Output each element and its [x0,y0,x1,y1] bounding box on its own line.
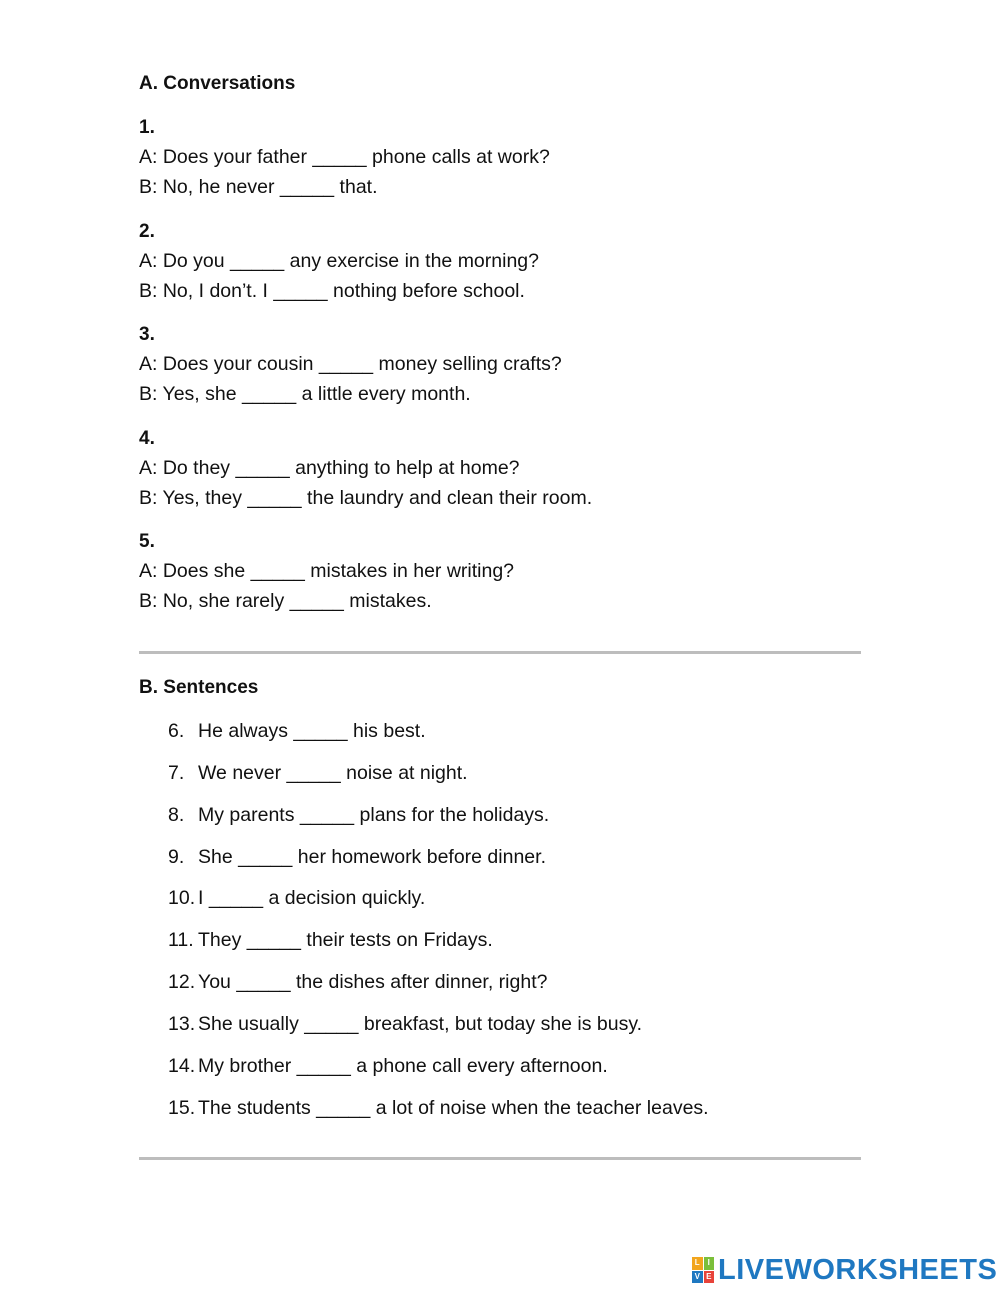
conversation-line-a: A: Do you _____ any exercise in the morning? [139,250,539,272]
conversation-number: 1. [139,117,155,138]
sentence-number: 14. [168,1055,196,1077]
sentence-item [168,1097,709,1120]
conversation-line-b: B: Yes, she _____ a little every month. [139,383,471,405]
sentence-text: She usually _____ breakfast, but today she is busy. [198,1013,643,1035]
logo-badge-letter: L [692,1257,703,1270]
liveworksheets-logo [692,1255,997,1285]
conversation-line-a: A: Does she _____ mistakes in her writing? [139,560,515,582]
conversation-number: 4. [139,428,155,449]
conversation-number: 5. [139,531,155,552]
conversation-line-a: A: Do they _____ anything to help at home? [139,457,520,479]
sentence-text: The students _____ a lot of noise when the teacher leaves. [198,1097,709,1119]
sentence-item [168,887,425,910]
logo-badge-letter: I [704,1257,715,1270]
sentence-number: 13. [168,1013,196,1035]
logo-badge-icon [692,1257,714,1283]
sentence-text: You _____ the dishes after dinner, right? [198,971,548,993]
conversation-number: 2. [139,221,155,242]
sentence-text: They _____ their tests on Fridays. [198,929,493,951]
sentence-text: We never _____ noise at night. [198,762,468,784]
sentence-item [168,971,547,994]
conversation-line-a: A: Does your father _____ phone calls at work? [139,146,550,168]
sentence-number: 10. [168,887,196,909]
sentence-number: 7. [168,762,185,784]
logo-badge-letter: V [692,1271,703,1284]
sentence-item [168,1055,608,1078]
conversation-line-a: A: Does your cousin _____ money selling crafts? [139,353,562,375]
logo-text: LIVEWORKSHEETS [718,1253,998,1286]
section-divider [139,651,861,654]
sentence-item [168,1013,642,1036]
sentence-item [168,846,546,869]
sentence-text: I _____ a decision quickly. [198,887,426,909]
sentence-text: My parents _____ plans for the holidays. [198,804,550,826]
sentence-item [168,720,426,743]
section-a-title: A. Conversations [139,73,296,94]
sentence-text: She _____ her homework before dinner. [198,846,546,868]
sentence-number: 11. [168,929,194,951]
conversation-line-b: B: No, I don’t. I _____ nothing before school. [139,280,525,302]
conversation-number: 3. [139,324,155,345]
sentence-item [168,929,493,952]
conversation-line-b: B: No, he never _____ that. [139,176,378,198]
section-divider [139,1157,861,1160]
conversation-line-b: B: Yes, they _____ the laundry and clean their room. [139,487,593,509]
sentence-text: He always _____ his best. [198,720,426,742]
logo-badge-letter: E [704,1271,715,1284]
conversation-line-b: B: No, she rarely _____ mistakes. [139,590,432,612]
sentence-number: 9. [168,846,185,868]
sentence-text: My brother _____ a phone call every afternoon. [198,1055,608,1077]
sentence-number: 12. [168,971,196,993]
sentence-number: 8. [168,804,185,826]
sentence-number: 15. [168,1097,196,1119]
sentence-number: 6. [168,720,185,742]
section-b-title: B. Sentences [139,677,259,698]
sentence-item [168,762,468,785]
sentence-item [168,804,549,827]
